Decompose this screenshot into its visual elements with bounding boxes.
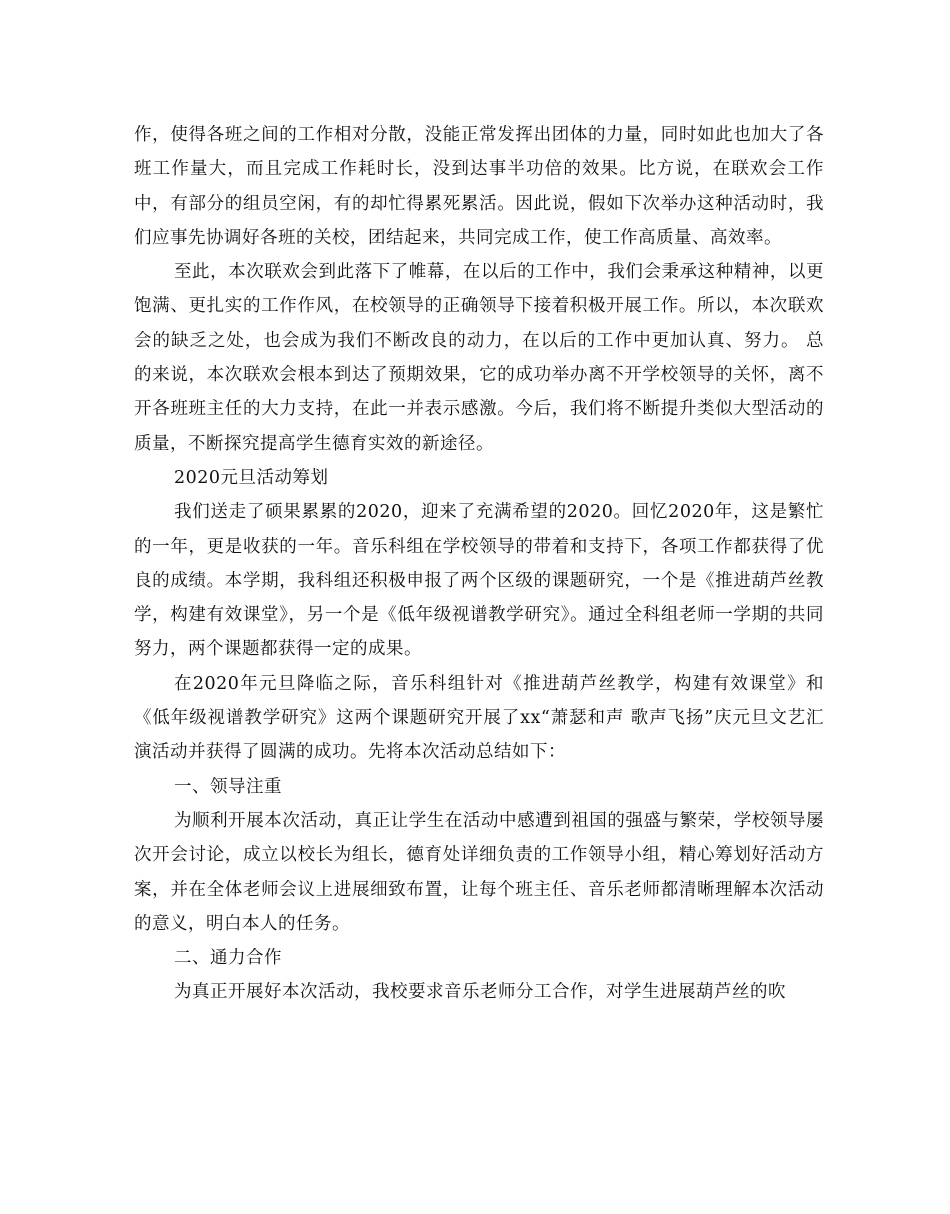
document-page	[134, 118, 824, 1010]
paragraph-4: 在2020年元旦降临之际，音乐科组针对《推进葫芦丝教学，构建有效课堂》和《低年级视谱教学研究》这两个课题研究开展了xx“萧瑟和声 歌声飞扬”庆元旦文艺汇演活动并获得了圆满的成功。先将本次活动总结如下：	[134, 673, 824, 763]
section-title: 2020元旦活动筹划	[174, 467, 329, 488]
subheading-2: 二、通力合作	[174, 948, 282, 969]
paragraph-2: 至此，本次联欢会到此落下了帷幕，在以后的工作中，我们会秉承这种精神，以更饱满、更扎实的工作作风，在校领导的正确领导下接着积极开展工作。所以，本次联欢会的缺乏之处，也会成为我们不断改良的动力，在以后的工作中更加认真、努力。 总的来说，本次联欢会根本到达了预期效果，它的成功举办离不开学校领导的关怀，离不开各班班主任的大力支持，在此一并表示感激。今后，我们将不断提升类似大型活动的质量，不断探究提高学生德育实效的新途径。	[134, 262, 824, 454]
paragraph-1: 作，使得各班之间的工作相对分散，没能正常发挥出团体的力量，同时如此也加大了各班工作量大，而且完成工作耗时长，没到达事半功倍的效果。比方说，在联欢会工作中，有部分的组员空闲，有的却忙得累死累活。因此说，假如下次举办这种活动时，我们应事先协调好各班的关校，团结起来，共同完成工作，使工作高质量、高效率。	[134, 125, 824, 248]
paragraph-3: 我们送走了硕果累累的2020，迎来了充满希望的2020。回忆2020年，这是繁忙的一年，更是收获的一年。音乐科组在学校领导的带着和支持下，各项工作都获得了优良的成绩。本学期，我科组还积极申报了两个区级的课题研究，一个是《推进葫芦丝教学，构建有效课堂》，另一个是《低年级视谱教学研究》。通过全科组老师一学期的共同努力，两个课题都获得一定的成果。	[134, 502, 824, 660]
subheading-1: 一、领导注重	[174, 776, 282, 797]
paragraph-6: 为真正开展好本次活动，我校要求音乐老师分工合作，对学生进展葫芦丝的吹	[174, 982, 786, 1003]
paragraph-5: 为顺利开展本次活动，真正让学生在活动中感遭到祖国的强盛与繁荣，学校领导屡次开会讨论，成立以校长为组长，德育处详细负责的工作领导小组，精心筹划好活动方案，并在全体老师会议上进展细致布置，让每个班主任、音乐老师都清晰理解本次活动的意义，明白本人的任务。	[134, 810, 824, 934]
